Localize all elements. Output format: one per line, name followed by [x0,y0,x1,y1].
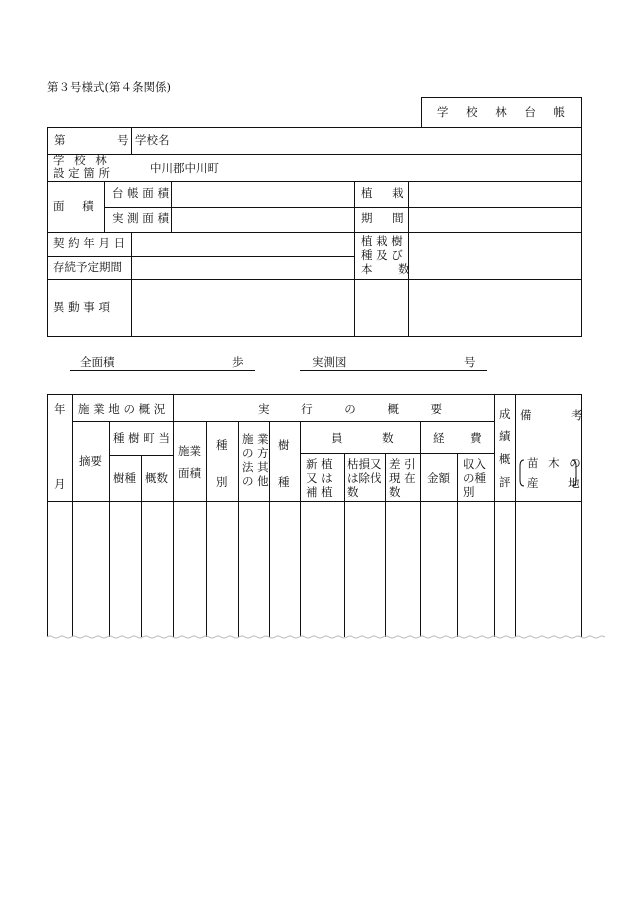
survey-area-label: 実 測 面 積 [112,211,169,225]
year-label: 年 [54,402,66,416]
area-label: 面 積 [53,199,94,213]
total-area-label: 全面積 [80,355,115,369]
net-count-label-line2: 現 在 [389,471,416,485]
total-area-unit: 歩 [232,355,244,369]
survey-map-unit: 号 [464,355,476,369]
net-count-label-line3: 数 [389,485,401,499]
ledger-title: 学 校 林 台 帳 [436,105,566,119]
evaluation-label-2: 績 [499,429,511,443]
remarks-label: 備 考 [520,408,583,422]
contract-date-label: 契 約 年 月 日 [53,236,126,250]
seedling-origin-label-line2: 産 地 [527,476,580,490]
school-name-label: 学校名 [135,133,170,147]
location-value: 中川郡中川町 [150,161,219,175]
month-label: 月 [54,477,66,491]
form-number: 第３号様式(第４条関係) [47,80,171,94]
work-area-label-line2: 面積 [178,466,201,480]
net-count-label-line1: 差 引 [389,457,416,471]
evaluation-label-3: 概 [499,452,511,466]
personnel-label: 員 数 [331,431,394,445]
work-area-label-line1: 施業 [178,444,201,458]
expense-label: 経 費 [433,431,482,445]
per-species-label: 種 樹 町 当 [113,431,170,445]
seedling-origin-label-line1: 苗 木 の [527,456,581,470]
changes-label: 異 動 事 項 [53,300,110,314]
ledger-area-label: 台 帳 面 積 [112,186,169,200]
new-planting-label-line1: 新 植 [306,457,333,471]
site-overview-label: 施 業 地 の 概 況 [78,402,166,416]
method-label-line4: の 他 [242,474,269,488]
notes-label: 摘要 [79,454,102,468]
planting-period-label-line2: 期 間 [361,211,404,225]
category-label-line2: 別 [216,475,228,489]
evaluation-label-1: 成 [499,407,511,421]
survey-map-label: 実測図 [312,355,347,369]
planting-species-label-line3: 本 数 [361,262,410,276]
dead-removal-label-line2: は除伐 [347,471,382,485]
implementation-label: 実 行 の 概 要 [258,402,443,416]
income-type-label-line3: 別 [463,485,475,499]
method-label-line2: の 方 [242,446,269,460]
row-number-label: 第 号 [54,133,129,147]
tree-species-label-line1: 樹 [278,438,290,452]
planting-period-label-line1: 植 栽 [361,186,404,200]
count-label: 概数 [145,471,168,485]
evaluation-label-4: 評 [499,475,511,489]
species-label: 樹種 [113,471,136,485]
method-label-line1: 施 業 [242,432,269,446]
left-bracket [520,460,524,486]
dead-removal-label-line3: 数 [347,485,359,499]
category-label-line1: 種 [216,438,228,452]
income-type-label-line2: の種 [463,471,486,485]
dead-removal-label-line1: 枯損又 [347,457,382,471]
torn-edge [47,636,605,638]
planting-species-label-line2: 種 及 び [361,248,403,262]
location-label-line1: 学 校 林 [53,153,107,167]
method-label-line3: 法 其 [242,460,269,474]
planting-species-label-line1: 植 栽 樹 [361,234,403,248]
duration-label: 存続予定期間 [53,260,122,274]
tree-species-label-line2: 種 [278,475,290,489]
amount-label: 金額 [427,471,450,485]
new-planting-label-line2: 又 は [306,471,333,485]
new-planting-label-line3: 補 植 [306,485,333,499]
location-label-line2: 設 定 箇 所 [53,166,110,180]
income-type-label-line1: 収入 [463,457,486,471]
